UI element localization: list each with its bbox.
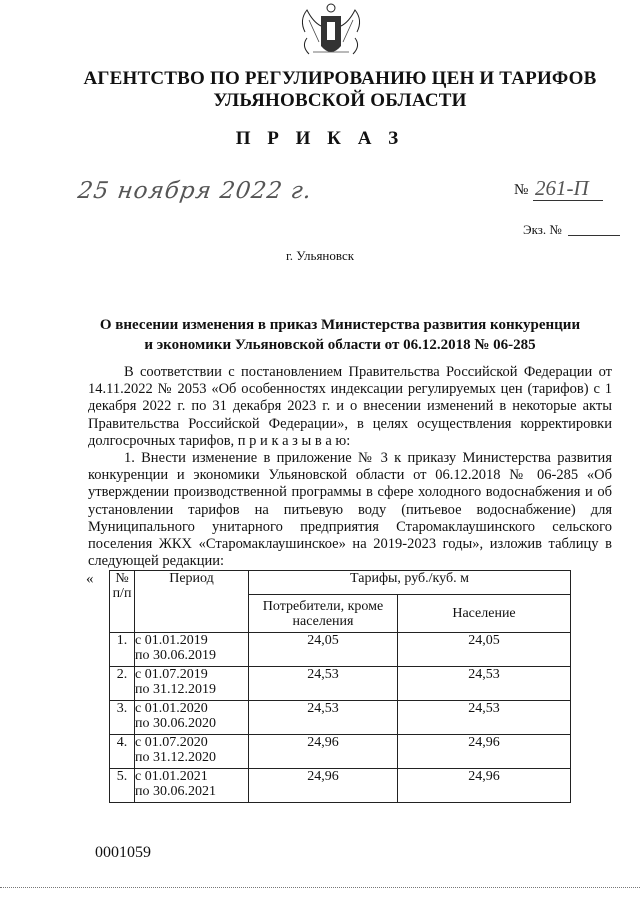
row-consumers-value: 24,53 [249, 667, 398, 701]
row-consumers-value: 24,05 [249, 633, 398, 667]
table-row [110, 667, 571, 701]
order-number-label: № [514, 182, 529, 198]
period-from: с 01.07.2020 [135, 735, 208, 750]
header-consumers: Потребители, кроме населения [249, 595, 398, 633]
header-period: Период [135, 571, 249, 633]
copy-number-label: Экз. № [523, 222, 562, 237]
bottom-dotted-divider [0, 887, 640, 888]
period-to: по 30.06.2020 [135, 716, 216, 731]
header-population: Население [398, 595, 571, 633]
tariff-table [109, 570, 571, 803]
row-num: 5. [110, 769, 135, 803]
row-population-value: 24,05 [398, 633, 571, 667]
handwritten-order-number: 261-П [535, 176, 589, 200]
table-opening-quote: « [86, 571, 94, 587]
row-period [135, 769, 249, 803]
period-from: с 01.07.2019 [135, 667, 208, 682]
copy-number-blank [568, 235, 620, 236]
row-population-value: 24,96 [398, 735, 571, 769]
table-row [110, 735, 571, 769]
row-population-value: 24,53 [398, 667, 571, 701]
row-num: 1. [110, 633, 135, 667]
agency-name-line2: УЛЬЯНОВСКОЙ ОБЛАСТИ [213, 90, 467, 111]
period-to: по 30.06.2019 [135, 648, 216, 663]
period-from: с 01.01.2020 [135, 701, 208, 716]
subject-line2: и экономики Ульяновской области от 06.12.2018 № 06-285 [144, 337, 536, 353]
row-period [135, 633, 249, 667]
row-period [135, 701, 249, 735]
period-from: с 01.01.2019 [135, 633, 208, 648]
header-tariffs: Тарифы, руб./куб. м [249, 571, 571, 595]
period-to: по 31.12.2020 [135, 750, 216, 765]
row-num: 2. [110, 667, 135, 701]
body-paragraphs [88, 364, 612, 570]
row-consumers-value: 24,96 [249, 735, 398, 769]
table-row [110, 769, 571, 803]
row-consumers-value: 24,96 [249, 769, 398, 803]
order-number-underline [533, 200, 603, 201]
period-to: по 30.06.2021 [135, 784, 216, 799]
table-row [110, 633, 571, 667]
handwritten-date: 25 ноября 2022 г. [76, 178, 314, 204]
city-name: г. Ульяновск [285, 248, 355, 263]
document-serial-number: 0001059 [95, 844, 151, 861]
row-num: 4. [110, 735, 135, 769]
order-title: П Р И К А З [235, 128, 405, 149]
row-num: 3. [110, 701, 135, 735]
body-paragraph-2: 1. Внести изменение в приложение № 3 к приказу Министерства развития конкуренции и экономики Ульяновской области от 06.12.2018 № 06-285 «Об утверждении производственной программы в сфере холодного водоснабжения и об установлении тарифов на питьевую воду (питьевое водоснабжение) для Муниципального унитарного предприятия Старомаклаушинского сельского поселения ЖКХ «Старомаклаушинское» на 2019-2023 годы», изложив таблицу в следующей редакции: [88, 450, 612, 570]
header-num: № п/п [110, 571, 135, 633]
row-period [135, 667, 249, 701]
agency-name-line1: АГЕНТСТВО ПО РЕГУЛИРОВАНИЮ ЦЕН И ТАРИФОВ [83, 68, 597, 89]
table-row [110, 701, 571, 735]
subject-line1: О внесении изменения в приказ Министерства развития конкуренции [99, 317, 581, 333]
coat-of-arms-emblem [295, 2, 367, 64]
period-from: с 01.01.2021 [135, 769, 208, 784]
row-population-value: 24,96 [398, 769, 571, 803]
row-consumers-value: 24,53 [249, 701, 398, 735]
row-period [135, 735, 249, 769]
period-to: по 31.12.2019 [135, 682, 216, 697]
body-paragraph-1: В соответствии с постановлением Правительства Российской Федерации от 14.11.2022 № 2053 «Об особенностях индексации регулируемых цен (тарифов) с 1 декабря 2022 г. по 31 декабря 2023 г. и о внесении изменений в некоторые акты Правительства Российской Федерации», в целях осуществления корректировки долгосрочных тарифов, п р и к а з ы в а ю: [88, 364, 612, 449]
row-population-value: 24,53 [398, 701, 571, 735]
